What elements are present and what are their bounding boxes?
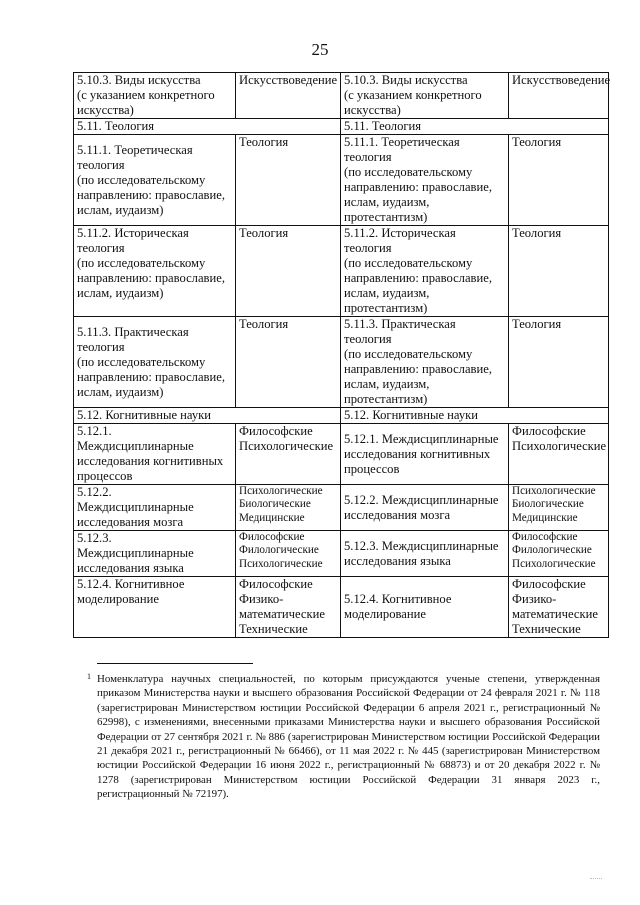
cell-line: исследования языка — [344, 553, 451, 568]
cell-line: (с указанием конкретного — [77, 88, 215, 102]
cell-line: направлению: православие, — [344, 180, 492, 194]
right-specialty-cell — [341, 485, 509, 531]
cell-line: Теология — [239, 317, 289, 331]
left-specialty-cell — [74, 531, 236, 577]
cell-line: процессов — [77, 469, 133, 483]
cell-line: теология — [77, 339, 125, 354]
right-branch-cell — [509, 73, 609, 119]
cell-line: Физико- — [239, 592, 284, 606]
cell-line: ислам, иудаизм, — [344, 286, 430, 300]
right-branch-cell — [509, 317, 609, 408]
left-branch-cell — [236, 73, 341, 119]
specialties-table — [73, 72, 609, 638]
scan-artifact — [590, 878, 602, 884]
footnote-text: Номенклатура научных специальностей, по которым присуждаются ученые степени, утвержденная приказом Министерства науки и высшего образования Российской Федерации от 24 февраля 2021 г. № 118 (зарегистрирован Министерством юстиции Российской Федерации 6 апреля 2021 г., регистрационный № 62998), с изменениями, внесенными приказами Министерства науки и высшего образования Российской Федерации от 27 сентября 2021 г. № 886 (зарегистрирован Министерством юстиции Российской Федерации 21 декабря 2021 г., регистрационный № 66466), от 11 мая 2022 г. № 445 (зарегистрирован Министерством юстиции Российской Федерации 16 июня 2022 г., регистрационный № 68873) и от 20 декабря 2022 г. № 1278 (зарегистрирован Министерством юстиции Российской Федерации 31 января 2023 г., регистрационный № 72197). — [97, 673, 600, 801]
page-number: 25 — [311, 40, 329, 59]
cell-line: направлению: православие, — [344, 362, 492, 376]
left-branch-cell — [236, 577, 341, 638]
right-branch-cell — [509, 424, 609, 485]
cell-line: Психологические — [512, 439, 607, 453]
cell-line: Теология — [512, 226, 562, 240]
cell-line: протестантизм) — [344, 392, 428, 406]
cell-line: исследования когнитивных — [77, 454, 224, 468]
cell-line: Междисциплинарные — [77, 439, 194, 453]
table-row — [74, 73, 609, 119]
left-branch-cell — [236, 485, 341, 531]
cell-line: исследования языка — [77, 561, 184, 575]
cell-line: ислам, иудаизм) — [77, 202, 164, 217]
cell-line: Философские — [239, 531, 305, 543]
cell-line: 5.11.1. Теоретическая — [344, 135, 460, 149]
cell-line: ислам, иудаизм, — [344, 195, 430, 209]
right-specialty-cell — [341, 226, 509, 317]
cell-line: теология — [77, 241, 125, 255]
cell-line: направлению: православие, — [77, 187, 225, 202]
table-row — [74, 317, 609, 408]
cell-line: теология — [344, 241, 392, 255]
left-branch-cell — [236, 424, 341, 485]
cell-line: Теология — [239, 135, 289, 149]
cell-line: искусства) — [344, 103, 401, 117]
cell-line: 5.10.3. Виды искусства — [77, 73, 201, 87]
left-branch-cell — [236, 531, 341, 577]
left-specialty-cell — [74, 135, 236, 226]
left-specialty-cell — [74, 73, 236, 119]
cell-line: Психологические — [512, 485, 596, 497]
cell-line: направлению: православие, — [344, 271, 492, 285]
cell-line: направлению: православие, — [77, 271, 225, 285]
cell-line: Медицинские — [512, 511, 578, 524]
cell-line: теология — [77, 157, 125, 172]
left-branch-cell — [236, 317, 341, 408]
cell-line: исследования мозга — [77, 515, 184, 529]
table-row — [74, 485, 609, 531]
cell-line: Биологические — [512, 498, 584, 511]
cell-line: Технические — [239, 622, 308, 636]
cell-line: Теология — [512, 135, 562, 149]
cell-line: 5.11.1. Теоретическая — [77, 142, 193, 157]
group-row — [74, 408, 609, 424]
footnote — [87, 672, 600, 802]
cell-line: Технические — [512, 622, 581, 636]
cell-line: (по исследовательскому — [344, 165, 473, 179]
cell-line: 5.12.3. Междисциплинарные — [344, 538, 499, 553]
right-branch-cell — [509, 577, 609, 638]
right-specialty-cell — [341, 577, 509, 638]
right-specialty-cell — [341, 135, 509, 226]
left-specialty-cell — [74, 485, 236, 531]
cell-line: Филологические — [512, 544, 592, 557]
cell-line: Физико- — [512, 592, 557, 606]
cell-line: 5.11.2. Историческая — [344, 226, 456, 240]
cell-line: Филологические — [239, 544, 319, 557]
right-specialty-cell — [341, 424, 509, 485]
cell-line: процессов — [344, 461, 400, 476]
cell-line: (по исследовательскому — [344, 256, 473, 270]
cell-line: моделирование — [77, 592, 159, 606]
cell-line: Медицинские — [239, 511, 305, 524]
cell-line: искусства) — [77, 103, 134, 117]
cell-line: ислам, иудаизм) — [77, 384, 164, 399]
cell-line: математические — [239, 607, 325, 621]
table-row — [74, 226, 609, 317]
right-branch-cell — [509, 135, 609, 226]
cell-line: протестантизм) — [344, 210, 428, 224]
cell-line: (по исследовательскому — [77, 172, 206, 187]
right-specialty-cell — [341, 73, 509, 119]
left-branch-cell — [236, 135, 341, 226]
cell-line: направлению: православие, — [77, 369, 225, 384]
cell-line: Философские — [239, 424, 313, 438]
cell-line: 5.10.3. Виды искусства — [344, 73, 468, 87]
cell-line: (с указанием конкретного — [344, 88, 482, 102]
right-group-heading: 5.11. Теология — [341, 119, 609, 135]
left-group-heading: 5.12. Когнитивные науки — [74, 408, 341, 424]
cell-line: 5.12.1. — [77, 424, 112, 438]
right-branch-cell — [509, 531, 609, 577]
left-group-heading: 5.11. Теология — [74, 119, 341, 135]
left-branch-cell — [236, 226, 341, 317]
cell-line: Психологические — [512, 557, 596, 570]
footnote-divider — [97, 663, 253, 664]
left-specialty-cell — [74, 424, 236, 485]
cell-line: 5.12.1. Междисциплинарные — [344, 431, 499, 446]
cell-line: Искусствоведение — [239, 73, 338, 87]
right-specialty-cell — [341, 317, 509, 408]
cell-line: (по исследовательскому — [344, 347, 473, 361]
cell-line: Философские — [512, 531, 578, 543]
cell-line: (по исследовательскому — [77, 256, 206, 270]
right-branch-cell — [509, 226, 609, 317]
cell-line: 5.12.4. Когнитивное — [344, 592, 452, 606]
cell-line: Теология — [512, 317, 562, 331]
cell-line: Искусствоведение — [512, 73, 611, 87]
left-specialty-cell — [74, 577, 236, 638]
table-row — [74, 135, 609, 226]
table-row — [74, 424, 609, 485]
cell-line: 5.11.2. Историческая — [77, 226, 189, 240]
footnote-marker: 1 — [87, 672, 91, 681]
specialties-table-body — [74, 73, 609, 638]
right-specialty-cell — [341, 531, 509, 577]
cell-line: (по исследовательскому — [77, 354, 206, 369]
right-group-heading: 5.12. Когнитивные науки — [341, 408, 609, 424]
cell-line: 5.12.3. — [77, 531, 112, 545]
cell-line: Философские — [512, 424, 586, 438]
cell-line: Междисциплинарные — [77, 546, 194, 560]
cell-line: Философские — [512, 577, 586, 591]
right-branch-cell — [509, 485, 609, 531]
table-row — [74, 577, 609, 638]
cell-line: 5.12.2. — [77, 485, 112, 499]
cell-line: Психологические — [239, 485, 323, 497]
cell-line: 5.11.3. Практическая — [77, 324, 189, 339]
cell-line: Биологические — [239, 498, 311, 511]
cell-line: протестантизм) — [344, 301, 428, 315]
cell-line: ислам, иудаизм, — [344, 377, 430, 391]
cell-line: теология — [344, 332, 392, 346]
cell-line: 5.11.3. Практическая — [344, 317, 456, 331]
cell-line: Психологические — [239, 439, 334, 453]
cell-line: исследования мозга — [344, 507, 451, 522]
cell-line: Междисциплинарные — [77, 500, 194, 514]
left-specialty-cell — [74, 226, 236, 317]
cell-line: моделирование — [344, 607, 426, 621]
cell-line: математические — [512, 607, 598, 621]
cell-line: Теология — [239, 226, 289, 240]
cell-line: Философские — [239, 577, 313, 591]
left-specialty-cell — [74, 317, 236, 408]
cell-line: ислам, иудаизм) — [77, 286, 164, 300]
cell-line: теология — [344, 150, 392, 164]
group-row — [74, 119, 609, 135]
table-row — [74, 531, 609, 577]
cell-line: 5.12.2. Междисциплинарные — [344, 492, 499, 507]
cell-line: исследования когнитивных — [344, 446, 491, 461]
cell-line: Психологические — [239, 557, 323, 570]
cell-line: 5.12.4. Когнитивное — [77, 577, 185, 591]
